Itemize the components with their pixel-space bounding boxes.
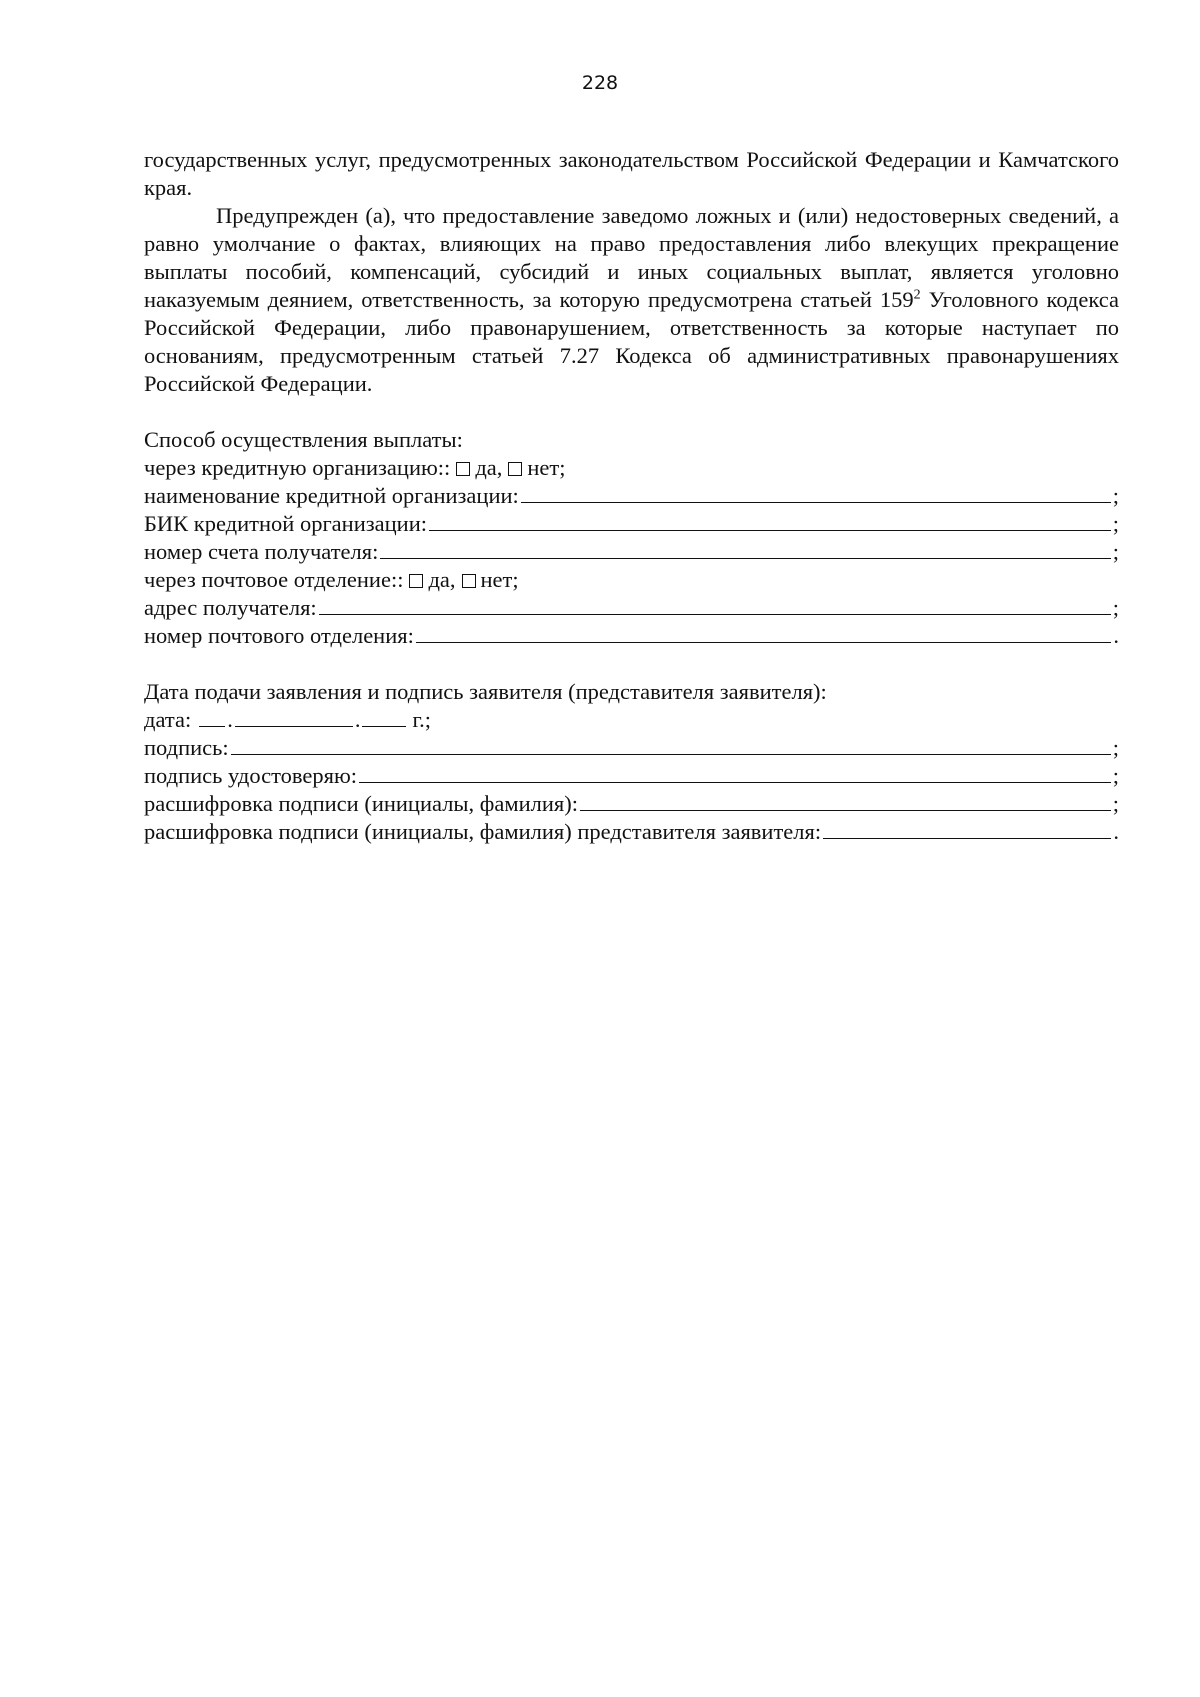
- address-field[interactable]: [319, 596, 1111, 615]
- bank-name-field[interactable]: [521, 484, 1111, 503]
- post-no-label: нет;: [480, 567, 519, 592]
- decode-row: [144, 790, 1119, 818]
- account-label: номер счета получателя:: [144, 539, 379, 564]
- decode-rep-field[interactable]: [823, 820, 1111, 839]
- post-label: через почтовое отделение::: [144, 567, 404, 592]
- post-no-checkbox[interactable]: [462, 574, 476, 588]
- credit-no-checkbox[interactable]: [508, 462, 522, 476]
- post-yes-label: да,: [428, 567, 456, 592]
- bik-row: [144, 510, 1119, 538]
- account-field[interactable]: [380, 540, 1110, 559]
- post-option-row: [144, 566, 1119, 594]
- post-office-end: .: [1113, 623, 1119, 648]
- date-year-suffix: г.;: [412, 707, 432, 732]
- credit-yes-label: да,: [475, 455, 503, 480]
- date-label: дата:: [144, 707, 192, 732]
- post-office-field[interactable]: [416, 624, 1112, 643]
- address-label: адрес получателя:: [144, 595, 317, 620]
- date-year-field[interactable]: [362, 708, 406, 727]
- date-month-field[interactable]: [235, 708, 353, 727]
- date-day-field[interactable]: [199, 708, 225, 727]
- certify-field[interactable]: [359, 764, 1111, 783]
- certify-row: [144, 762, 1119, 790]
- payment-heading-text: Способ осуществления выплаты:: [144, 427, 463, 452]
- decode-field[interactable]: [580, 792, 1111, 811]
- signature-heading: [144, 678, 1119, 706]
- warning-text-end: Уголовного кодекса Российской Федерации, либо правонарушением, ответственность за которые наступает по основаниям, предусмотренным статьей 7.27 Кодекса об административных правонарушениях Российской Федерации.: [144, 287, 1119, 396]
- credit-org-label: через кредитную организацию::: [144, 455, 451, 480]
- decode-rep-label: расшифровка подписи (инициалы, фамилия) представителя заявителя:: [144, 819, 822, 844]
- signature-end: ;: [1112, 735, 1119, 760]
- bank-name-row: [144, 482, 1119, 510]
- certify-end: ;: [1112, 763, 1119, 788]
- signature-heading-text: Дата подачи заявления и подпись заявителя (представителя заявителя):: [144, 679, 827, 704]
- page-number: 228: [581, 72, 619, 94]
- account-row: [144, 538, 1119, 566]
- signature-label: подпись:: [144, 735, 229, 760]
- warning-text-start: Предупрежден (а), что предоставление заведомо ложных и (или) недостоверных сведений, а равно умолчание о фактах, влияющих на право предоставления либо влекущих прекращение выплаты пособий, компенсаций, субсидий и иных социальных выплат, является уголовно наказуемым деянием, ответственность, за которую предусмотрена статьей 159: [144, 203, 1119, 312]
- decode-rep-end: .: [1113, 819, 1119, 844]
- credit-no-label: нет;: [527, 455, 566, 480]
- article-superscript: 2: [913, 287, 921, 303]
- signature-row: [144, 734, 1119, 762]
- bik-field[interactable]: [429, 512, 1111, 531]
- paragraph-continuation: государственных услуг, предусмотренных законодательством Российской Федерации и Камчатского края.: [144, 147, 1119, 200]
- certify-label: подпись удостоверяю:: [144, 763, 358, 788]
- address-end: ;: [1112, 595, 1119, 620]
- bank-name-end: ;: [1112, 483, 1119, 508]
- post-office-label: номер почтового отделения:: [144, 623, 414, 648]
- document-body: [144, 146, 1119, 846]
- signature-field[interactable]: [231, 736, 1111, 755]
- decode-label: расшифровка подписи (инициалы, фамилия):: [144, 791, 579, 816]
- account-end: ;: [1112, 539, 1119, 564]
- bank-name-label: наименование кредитной организации:: [144, 483, 519, 508]
- decode-rep-row: [144, 818, 1119, 846]
- post-yes-checkbox[interactable]: [409, 574, 423, 588]
- date-dot-1: .: [227, 707, 233, 732]
- spacer: [144, 650, 1119, 678]
- date-dot-2: .: [354, 707, 361, 732]
- payment-heading: [144, 426, 1119, 454]
- credit-org-option-row: [144, 454, 1119, 482]
- post-office-row: [144, 622, 1119, 650]
- credit-yes-checkbox[interactable]: [456, 462, 470, 476]
- decode-end: ;: [1112, 791, 1119, 816]
- address-row: [144, 594, 1119, 622]
- bik-label: БИК кредитной организации:: [144, 511, 427, 536]
- paragraph-warning: [144, 202, 1119, 398]
- date-row: [144, 706, 1119, 734]
- bik-end: ;: [1112, 511, 1119, 536]
- spacer: [144, 398, 1119, 426]
